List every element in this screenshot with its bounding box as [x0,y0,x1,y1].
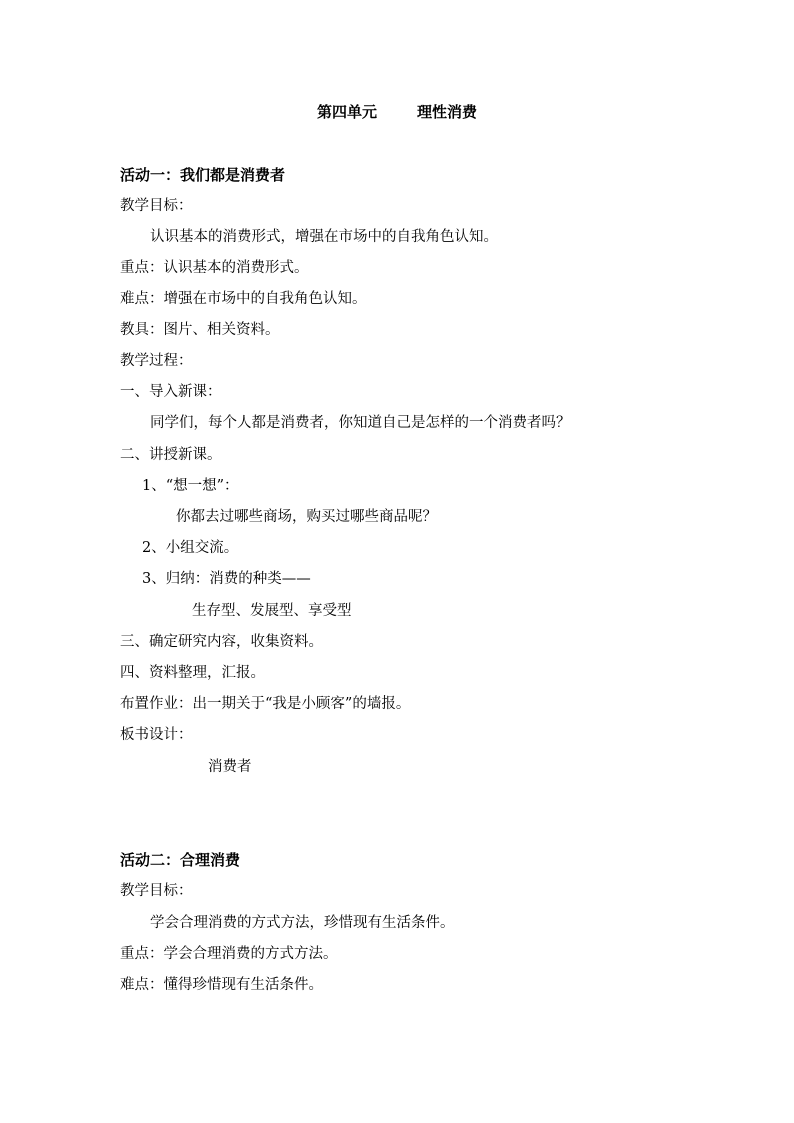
activity1-goals-label: 教学目标： [120,198,193,214]
activity2-heading: 活动二：合理消费 [120,851,241,869]
activity1-homework: 布置作业：出一期关于“我是小顾客”的墙报。 [120,696,411,712]
activity1-heading: 活动一：我们都是消费者 [120,166,286,184]
activity1-goals-text: 认识基本的消费形式，增强在市场中的自我角色认知。 [150,229,498,245]
unit-topic: 理性消费 [417,103,478,121]
activity2-difficulty: 难点：懂得珍惜现有生活条件。 [120,977,323,993]
activity1-step4: 四、资料整理，汇报。 [120,665,265,681]
activity1-board-text: 消费者 [208,759,252,775]
activity1-step1: 一、导入新课： [120,384,222,400]
activity1-process-label: 教学过程： [120,353,193,369]
activity1-step3: 三、确定研究内容，收集资料。 [120,634,323,650]
activity1-difficulty: 难点：增强在市场中的自我角色认知。 [120,291,367,307]
activity1-step2-3-text: 生存型、发展型、享受型 [192,603,352,619]
activity1-step1-text: 同学们，每个人都是消费者，你知道自己是怎样的一个消费者吗？ [150,415,571,431]
activity1-key-point: 重点：认识基本的消费形式。 [120,260,309,276]
activity1-step2-3: 3、归纳：消费的种类—— [142,571,311,587]
activity2-key-point: 重点：学会合理消费的方式方法。 [120,946,338,962]
activity1-step2-1-text: 你都去过哪些商场，购买过哪些商品呢？ [176,509,437,525]
activity2-goals-text: 学会合理消费的方式方法，珍惜现有生活条件。 [150,915,455,931]
activity2-goals-label: 教学目标： [120,883,193,899]
unit-label: 第四单元 [316,103,377,121]
document-title [0,102,794,122]
activity1-step2-1: 1、“想一想”： [142,478,239,494]
activity1-board-label: 板书设计： [120,727,193,743]
activity1-tools: 教具：图片、相关资料。 [120,322,280,338]
activity1-step2-2: 2、小组交流。 [142,540,239,556]
activity1-step2: 二、讲授新课。 [120,447,222,463]
